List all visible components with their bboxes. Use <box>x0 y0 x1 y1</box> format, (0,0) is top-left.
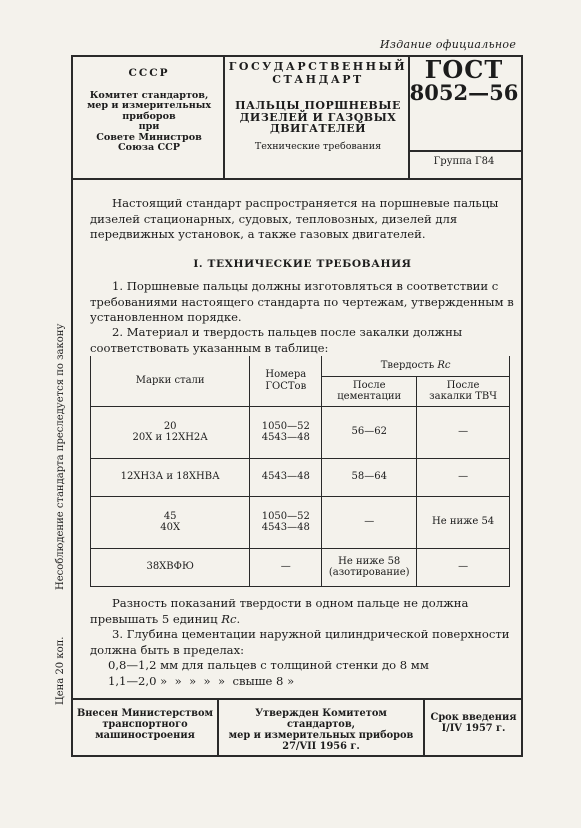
title-line: ПАЛЬЦЫ ПОРШНЕВЫЕ <box>235 99 401 112</box>
tvch-cell: — <box>417 548 510 586</box>
col-steel-header: Марки стали <box>91 356 250 406</box>
tvch-cell: — <box>417 458 510 496</box>
paragraph-3: 3. Глубина цементации наружной цилиндрической поверхности должна быть в пределах: <box>90 627 510 657</box>
standard-title-block <box>227 60 409 152</box>
committee-line: Комитет стандартов, <box>89 89 209 101</box>
table-row <box>91 548 510 586</box>
col-gost-header: Номера ГОСТов <box>250 356 322 406</box>
paragraph-1: 1. Поршневые пальцы должны изготовляться в соответствии с требованиями настоящего стандарта по чертежам, утвержденным в установленном порядке. <box>90 279 514 324</box>
table-row <box>91 458 510 496</box>
cement-cell: — <box>322 496 417 548</box>
state-standard-label-2: СТАНДАРТ <box>272 73 364 86</box>
committee-line: мер и измерительных <box>86 100 212 111</box>
document-subtitle: Технические требования <box>254 140 382 152</box>
group-label: Группа Г84 <box>433 156 495 167</box>
edition-label: Издание официальное <box>380 38 517 51</box>
side-law-note: Несоблюдение стандарта преследуется по закону <box>55 323 66 590</box>
effective-date-block: Срок введения I/IV 1957 г. <box>430 712 517 734</box>
group-divider <box>408 150 523 152</box>
diff-rc-symbol: Rc <box>221 611 237 626</box>
header-divider <box>71 178 523 180</box>
title-line: ДИЗЕЛЕЙ И ГАЗОВЫХ <box>239 110 397 124</box>
paragraph-diff <box>90 596 515 627</box>
col-tvch-header: После закалки ТВЧ <box>417 376 510 406</box>
depth-line-1: 0,8—1,2 мм для пальцев с толщиной стенки до 8 мм <box>108 658 429 672</box>
cement-cell: Не ниже 58 (азотирование) <box>322 548 417 586</box>
committee-line: приборов <box>122 110 176 122</box>
hardness-table <box>90 356 510 587</box>
rc-symbol: Rc <box>437 360 451 371</box>
hardness-label: Твердость <box>380 360 435 371</box>
steel-cell: 38ХВФЮ <box>91 548 250 586</box>
table-row <box>91 406 510 458</box>
tvch-cell: Не ниже 54 <box>417 496 510 548</box>
introduced-by-block: Внесен Министерством транспортного машиностроения <box>76 708 214 741</box>
gost-cell: 1050—52 4543—48 <box>250 496 322 548</box>
steel-cell: 45 40Х <box>91 496 250 548</box>
diff-end: . <box>236 611 241 626</box>
section-title: I. ТЕХНИЧЕСКИЕ ТРЕБОВАНИЯ <box>193 258 412 270</box>
footer-col-divider-1 <box>217 698 219 757</box>
diff-text: Разность показаний твердости в одном пальце не должна превышать 5 единиц <box>90 596 469 626</box>
committee-block <box>75 60 223 154</box>
footer-divider <box>71 698 523 700</box>
committee-line: при <box>138 121 160 132</box>
cement-cell: 56—62 <box>322 406 417 458</box>
cement-cell: 58—64 <box>322 458 417 496</box>
gost-cell: — <box>250 548 322 586</box>
depth-line-2: 1,1—2,0 » » » » » свыше 8 » <box>108 674 295 688</box>
document-title <box>227 100 409 135</box>
gost-cell: 4543—48 <box>250 458 322 496</box>
title-line: ДВИГАТЕЛЕЙ <box>269 122 367 135</box>
intro-paragraph: Настоящий стандарт распространяется на поршневые пальцы дизелей стационарных, судовых, тепловозных, дизелей для передвижных установок, а также газовых двигателей. <box>90 196 499 241</box>
gost-number: 8052—56 <box>409 80 519 105</box>
table-row <box>91 496 510 548</box>
ussr-label: СССР <box>128 67 170 79</box>
steel-cell: 12ХН3А и 18ХНВА <box>91 458 250 496</box>
side-price-note: Цена 20 коп. <box>55 636 66 705</box>
gost-label: ГОСТ <box>424 55 504 84</box>
col-cement-header: После цементации <box>322 376 417 406</box>
tvch-cell: — <box>417 406 510 458</box>
col-hardness-header <box>322 356 510 376</box>
state-standard-label: ГОСУДАРСТВЕННЫЙ <box>228 60 408 73</box>
paragraph-2: 2. Материал и твердость пальцев после закалки должны соответствовать указанным в таблице: <box>90 325 463 355</box>
gost-cell: 1050—52 4543—48 <box>250 406 322 458</box>
committee-line: Совете Министров <box>96 131 202 143</box>
footer-col-divider-2 <box>423 698 425 757</box>
approved-by-block: Утвержден Комитетом стандартов, мер и измерительных приборов 27/VII 1956 г. <box>228 708 414 752</box>
gost-number-block <box>409 55 519 105</box>
steel-cell: 20 20Х и 12ХН2А <box>91 406 250 458</box>
committee-line: Союза ССР <box>117 142 181 153</box>
header-col-divider-1 <box>223 55 225 179</box>
